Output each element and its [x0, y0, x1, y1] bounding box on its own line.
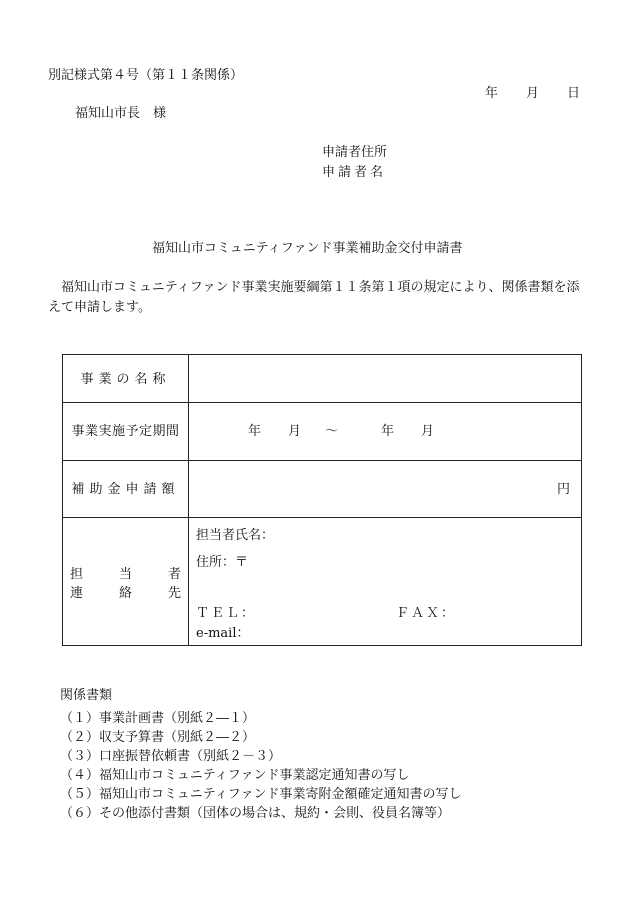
- related-documents-list: [60, 709, 461, 823]
- period-start-month: 月: [288, 424, 302, 439]
- date-month-label: 月: [526, 86, 540, 101]
- contact-person-label: 担当者氏名：: [196, 528, 275, 543]
- contact-label-char: 連: [70, 586, 84, 601]
- period-label: 事業実施予定期間: [71, 424, 180, 439]
- yen-unit: 円: [557, 482, 571, 497]
- applicant-address-label: 申請者住所: [322, 145, 388, 160]
- applicant-name-label: 申請者名: [322, 165, 387, 180]
- list-item: （４）福知山市コミュニティファンド事業認定通知書の写し: [60, 768, 410, 783]
- contact-tel-label: ＴＥＬ：: [196, 606, 257, 621]
- contact-fax-label: ＦＡＸ：: [396, 606, 457, 621]
- period-end-month: 月: [421, 424, 435, 439]
- date-day-label: 日: [567, 86, 581, 101]
- contact-label-char: 当: [118, 567, 132, 582]
- contact-label-line2: [68, 587, 183, 600]
- application-table: [62, 354, 582, 646]
- list-item: （３）口座振替依頼書（別紙２－３）: [60, 749, 282, 764]
- grant-amount-label: 補助金申請額: [71, 482, 180, 497]
- contact-label-char: 者: [167, 567, 181, 582]
- body-text: 福知山市コミュニティファンド事業実施要綱第１１条第１項の規定により、関係書類を添えて申請します。: [48, 280, 580, 315]
- list-item: （５）福知山市コミュニティファンド事業寄附金額確定通知書の写し: [60, 787, 462, 802]
- related-documents-heading: 関係書類: [60, 688, 113, 703]
- document-title: 福知山市コミュニティファンド事業補助金交付申請書: [152, 241, 463, 256]
- period-start-year: 年: [248, 424, 262, 439]
- contact-label-line1: [68, 568, 183, 581]
- contact-label-char: 絡: [118, 586, 132, 601]
- period-separator: ～: [325, 424, 339, 439]
- project-name-label: 事業の名称: [80, 372, 171, 387]
- contact-label-char: 先: [167, 586, 181, 601]
- contact-address-label: 住所：〒: [196, 555, 249, 570]
- contact-label-char: 担: [70, 567, 84, 582]
- list-item: （２）収支予算書（別紙２―２）: [60, 730, 256, 745]
- date-year-label: 年: [485, 86, 499, 101]
- table-row-divider: [63, 517, 581, 518]
- list-item: （１）事業計画書（別紙２―１）: [60, 711, 256, 726]
- contact-email-label: e-mail：: [196, 626, 250, 641]
- period-end-year: 年: [381, 424, 395, 439]
- list-item: （６）その他添付書類（団体の場合は、規約・会則、役員名簿等）: [60, 806, 451, 821]
- form-number: 別記様式第４号（第１１条関係）: [48, 68, 244, 83]
- table-row-divider: [63, 460, 581, 461]
- addressee: 福知山市長 様: [75, 106, 167, 121]
- table-row-divider: [63, 402, 581, 403]
- table-column-divider: [188, 355, 189, 645]
